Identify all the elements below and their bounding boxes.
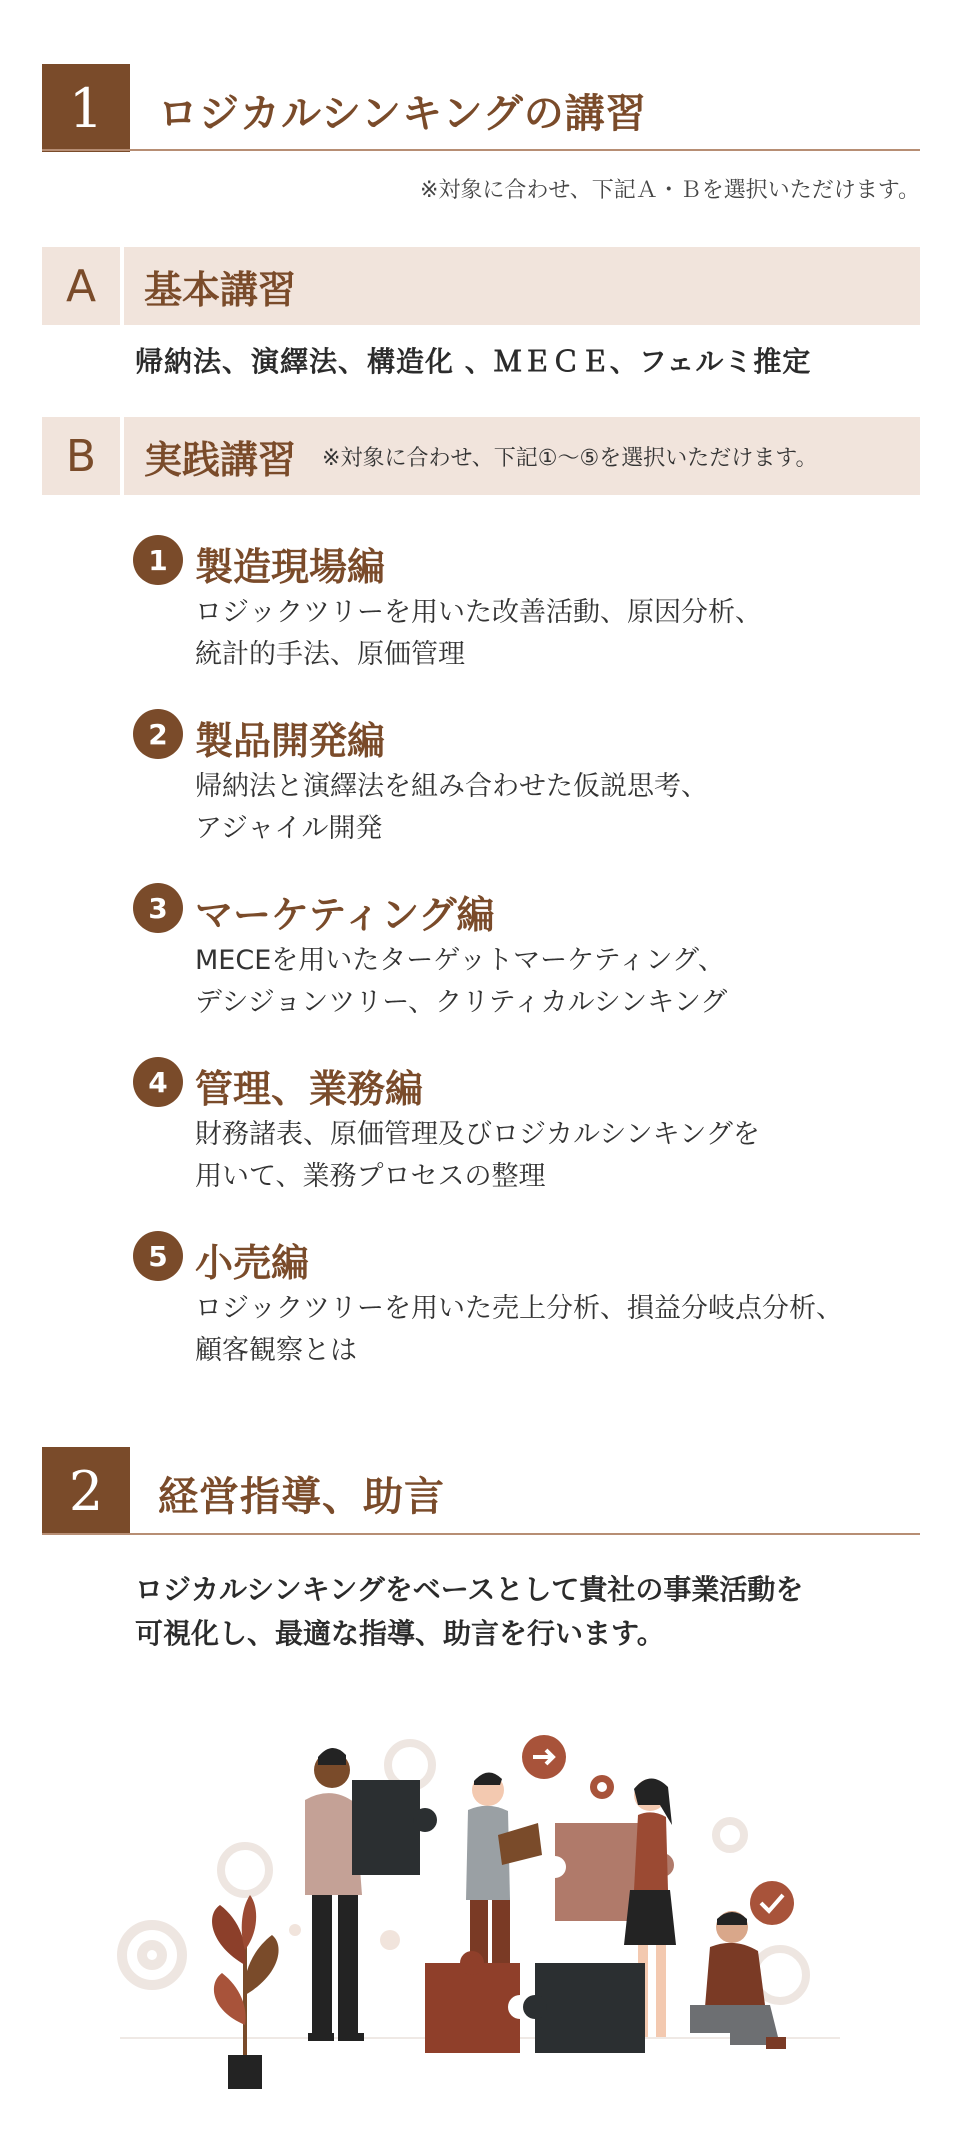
- section-2-number: 2: [42, 1447, 130, 1535]
- item-number-badge: 3: [133, 883, 183, 933]
- check-icon: [750, 1881, 794, 1925]
- item-title: 小売編: [195, 1241, 310, 1285]
- course-b-note: ※対象に合わせ、下記①～⑤を選択いただけます。: [322, 445, 818, 471]
- course-b-letter: B: [42, 417, 120, 495]
- person-figure: [690, 1911, 786, 2049]
- item-number-badge: 4: [133, 1057, 183, 1107]
- course-b-title: 実践講習: [144, 437, 297, 482]
- section-1-number: 1: [42, 64, 130, 152]
- section-1-note: ※対象に合わせ、下記Ａ・Ｂを選択いただけます。: [419, 178, 920, 203]
- item-number-badge: 1: [133, 535, 183, 585]
- gear-icon: [122, 1925, 182, 1985]
- item-title: 管理、業務編: [195, 1067, 424, 1111]
- item-description: MECEを用いたターゲットマーケティング、 デシジョンツリー、クリティカルシンキング: [195, 945, 728, 1018]
- puzzle-piece-icon: [352, 1780, 437, 1875]
- section-2-description: ロジカルシンキングをベースとして貴社の事業活動を 可視化し、最適な指導、助言を行います。: [135, 1573, 804, 1650]
- course-a-header: [42, 247, 920, 325]
- course-a-letter: A: [42, 247, 120, 325]
- course-a-topics: 帰納法、演繹法、構造化 、ＭＥＣＥ、フェルミ推定: [135, 345, 812, 378]
- course-b-header: [42, 417, 920, 495]
- course-a-title: 基本講習: [144, 267, 297, 312]
- puzzle-piece-icon: [523, 1963, 645, 2053]
- item-number-badge: 5: [133, 1231, 183, 1281]
- plant-icon: [212, 1895, 279, 2089]
- item-title: マーケティング編: [195, 893, 495, 937]
- puzzle-piece-icon: [425, 1951, 532, 2053]
- section-2-title: 経営指導、助言: [158, 1474, 445, 1520]
- teamwork-puzzle-illustration: [90, 1715, 870, 2130]
- item-title: 製品開発編: [195, 719, 386, 763]
- item-title: 製造現場編: [195, 545, 386, 589]
- item-description: 帰納法と演繹法を組み合わせた仮説思考、 アジャイル開発: [195, 771, 708, 844]
- item-description: ロジックツリーを用いた売上分析、損益分岐点分析、 顧客観察とは: [195, 1293, 843, 1366]
- section-1-divider: [42, 149, 920, 151]
- item-number-badge: 2: [133, 709, 183, 759]
- gear-icon: [590, 1775, 614, 1799]
- section-2-divider: [42, 1533, 920, 1535]
- item-description: ロジックツリーを用いた改善活動、原因分析、 統計的手法、原価管理: [195, 597, 762, 670]
- item-description: 財務諸表、原価管理及びロジカルシンキングを 用いて、業務プロセスの整理: [195, 1119, 760, 1192]
- section-1-title: ロジカルシンキングの講習: [158, 91, 647, 137]
- arrow-right-icon: [522, 1735, 566, 1779]
